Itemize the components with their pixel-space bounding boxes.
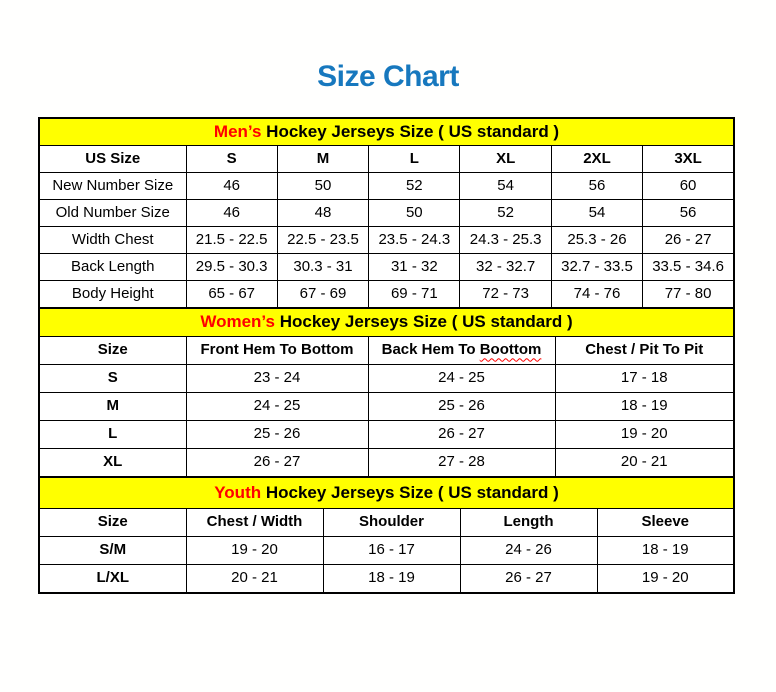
size-value-cell: 54 (460, 173, 551, 200)
men-col-us-size: US Size (39, 146, 186, 173)
size-value-cell: 25 - 26 (186, 421, 368, 449)
size-value-cell: 26 - 27 (460, 565, 597, 594)
size-value-cell: 48 (277, 200, 368, 227)
size-value-cell: 24 - 25 (186, 393, 368, 421)
size-value-cell: 65 - 67 (186, 281, 277, 309)
size-value-cell: 67 - 69 (277, 281, 368, 309)
youth-band-title: Hockey Jerseys Size ( US standard ) (261, 482, 559, 502)
youth-row-lxl (39, 565, 734, 594)
youth-section-header (39, 477, 734, 509)
size-value-cell: 19 - 20 (186, 537, 323, 565)
men-col-s: S (186, 146, 277, 173)
size-value-cell: 20 - 21 (186, 565, 323, 594)
men-row-width-chest (39, 227, 734, 254)
misspelled-word: Boottom (479, 341, 542, 359)
size-value-cell: 32.7 - 33.5 (551, 254, 642, 281)
size-value-cell: 17 - 18 (555, 365, 734, 393)
men-accent-label: Men’s (213, 121, 262, 141)
size-value-cell: 25.3 - 26 (551, 227, 642, 254)
men-column-header-row (39, 146, 734, 173)
size-value-cell: 72 - 73 (460, 281, 551, 309)
size-value-cell: 56 (551, 173, 642, 200)
size-value-cell: 30.3 - 31 (277, 254, 368, 281)
youth-accent-label: Youth (214, 482, 262, 502)
size-value-cell: 24 - 26 (460, 537, 597, 565)
size-value-cell: 23.5 - 24.3 (369, 227, 460, 254)
men-col-xl: XL (460, 146, 551, 173)
size-value-cell: 20 - 21 (555, 449, 734, 478)
women-col-chest-pit: Chest / Pit To Pit (555, 337, 734, 365)
size-value-cell: 69 - 71 (369, 281, 460, 309)
youth-col-size: Size (39, 509, 186, 537)
men-col-m: M (277, 146, 368, 173)
men-row-old-number-size (39, 200, 734, 227)
women-row-m (39, 393, 734, 421)
back-hem-label: Back Hem To (381, 341, 480, 359)
row-label: S/M (39, 537, 186, 565)
row-label: Width Chest (39, 227, 186, 254)
row-label: M (39, 393, 186, 421)
row-label: Body Height (39, 281, 186, 309)
women-row-l (39, 421, 734, 449)
men-row-new-number-size (39, 173, 734, 200)
men-section-header (39, 118, 734, 146)
size-value-cell: 50 (277, 173, 368, 200)
size-value-cell: 24 - 25 (368, 365, 555, 393)
men-col-3xl: 3XL (643, 146, 734, 173)
row-label: L (39, 421, 186, 449)
size-value-cell: 24.3 - 25.3 (460, 227, 551, 254)
women-column-header-row (39, 337, 734, 365)
men-col-l: L (369, 146, 460, 173)
size-value-cell: 21.5 - 22.5 (186, 227, 277, 254)
size-value-cell: 52 (460, 200, 551, 227)
size-value-cell: 23 - 24 (186, 365, 368, 393)
women-row-xl (39, 449, 734, 478)
women-col-back-hem (368, 337, 555, 365)
men-row-body-height (39, 281, 734, 309)
youth-section-band-row (39, 477, 734, 509)
size-value-cell: 22.5 - 23.5 (277, 227, 368, 254)
size-value-cell: 32 - 32.7 (460, 254, 551, 281)
size-value-cell: 26 - 27 (368, 421, 555, 449)
size-value-cell: 46 (186, 200, 277, 227)
size-value-cell: 50 (369, 200, 460, 227)
youth-size-table (38, 476, 735, 594)
size-value-cell: 33.5 - 34.6 (643, 254, 734, 281)
youth-col-length: Length (460, 509, 597, 537)
women-row-s (39, 365, 734, 393)
women-col-front-hem: Front Hem To Bottom (186, 337, 368, 365)
size-value-cell: 29.5 - 30.3 (186, 254, 277, 281)
women-accent-label: Women’s (200, 312, 275, 332)
size-value-cell: 19 - 20 (597, 565, 734, 594)
youth-col-shoulder: Shoulder (323, 509, 460, 537)
row-label: XL (39, 449, 186, 478)
page-title: Size Chart (317, 60, 459, 93)
women-col-size: Size (39, 337, 186, 365)
size-value-cell: 16 - 17 (323, 537, 460, 565)
row-label: S (39, 365, 186, 393)
women-section-band-row (39, 308, 734, 337)
youth-col-sleeve: Sleeve (597, 509, 734, 537)
size-value-cell: 74 - 76 (551, 281, 642, 309)
size-value-cell: 60 (643, 173, 734, 200)
women-band-title: Hockey Jerseys Size ( US standard ) (274, 312, 573, 332)
size-value-cell: 54 (551, 200, 642, 227)
women-size-table (38, 307, 735, 478)
women-section-header (39, 308, 734, 337)
size-value-cell: 27 - 28 (368, 449, 555, 478)
size-value-cell: 19 - 20 (555, 421, 734, 449)
men-section-band-row (39, 118, 734, 146)
row-label: New Number Size (39, 173, 186, 200)
men-size-table (38, 117, 735, 309)
size-value-cell: 46 (186, 173, 277, 200)
size-value-cell: 52 (369, 173, 460, 200)
youth-col-chest-width: Chest / Width (186, 509, 323, 537)
youth-row-sm (39, 537, 734, 565)
size-value-cell: 31 - 32 (369, 254, 460, 281)
size-value-cell: 26 - 27 (186, 449, 368, 478)
row-label: L/XL (39, 565, 186, 594)
row-label: Back Length (39, 254, 186, 281)
row-label: Old Number Size (39, 200, 186, 227)
size-value-cell: 56 (643, 200, 734, 227)
size-value-cell: 18 - 19 (597, 537, 734, 565)
size-value-cell: 18 - 19 (555, 393, 734, 421)
men-col-2xl: 2XL (551, 146, 642, 173)
men-band-title: Hockey Jerseys Size ( US standard ) (261, 121, 560, 141)
size-value-cell: 26 - 27 (643, 227, 734, 254)
size-value-cell: 77 - 80 (643, 281, 734, 309)
men-row-back-length (39, 254, 734, 281)
size-value-cell: 18 - 19 (323, 565, 460, 594)
size-value-cell: 25 - 26 (368, 393, 555, 421)
youth-column-header-row (39, 509, 734, 537)
